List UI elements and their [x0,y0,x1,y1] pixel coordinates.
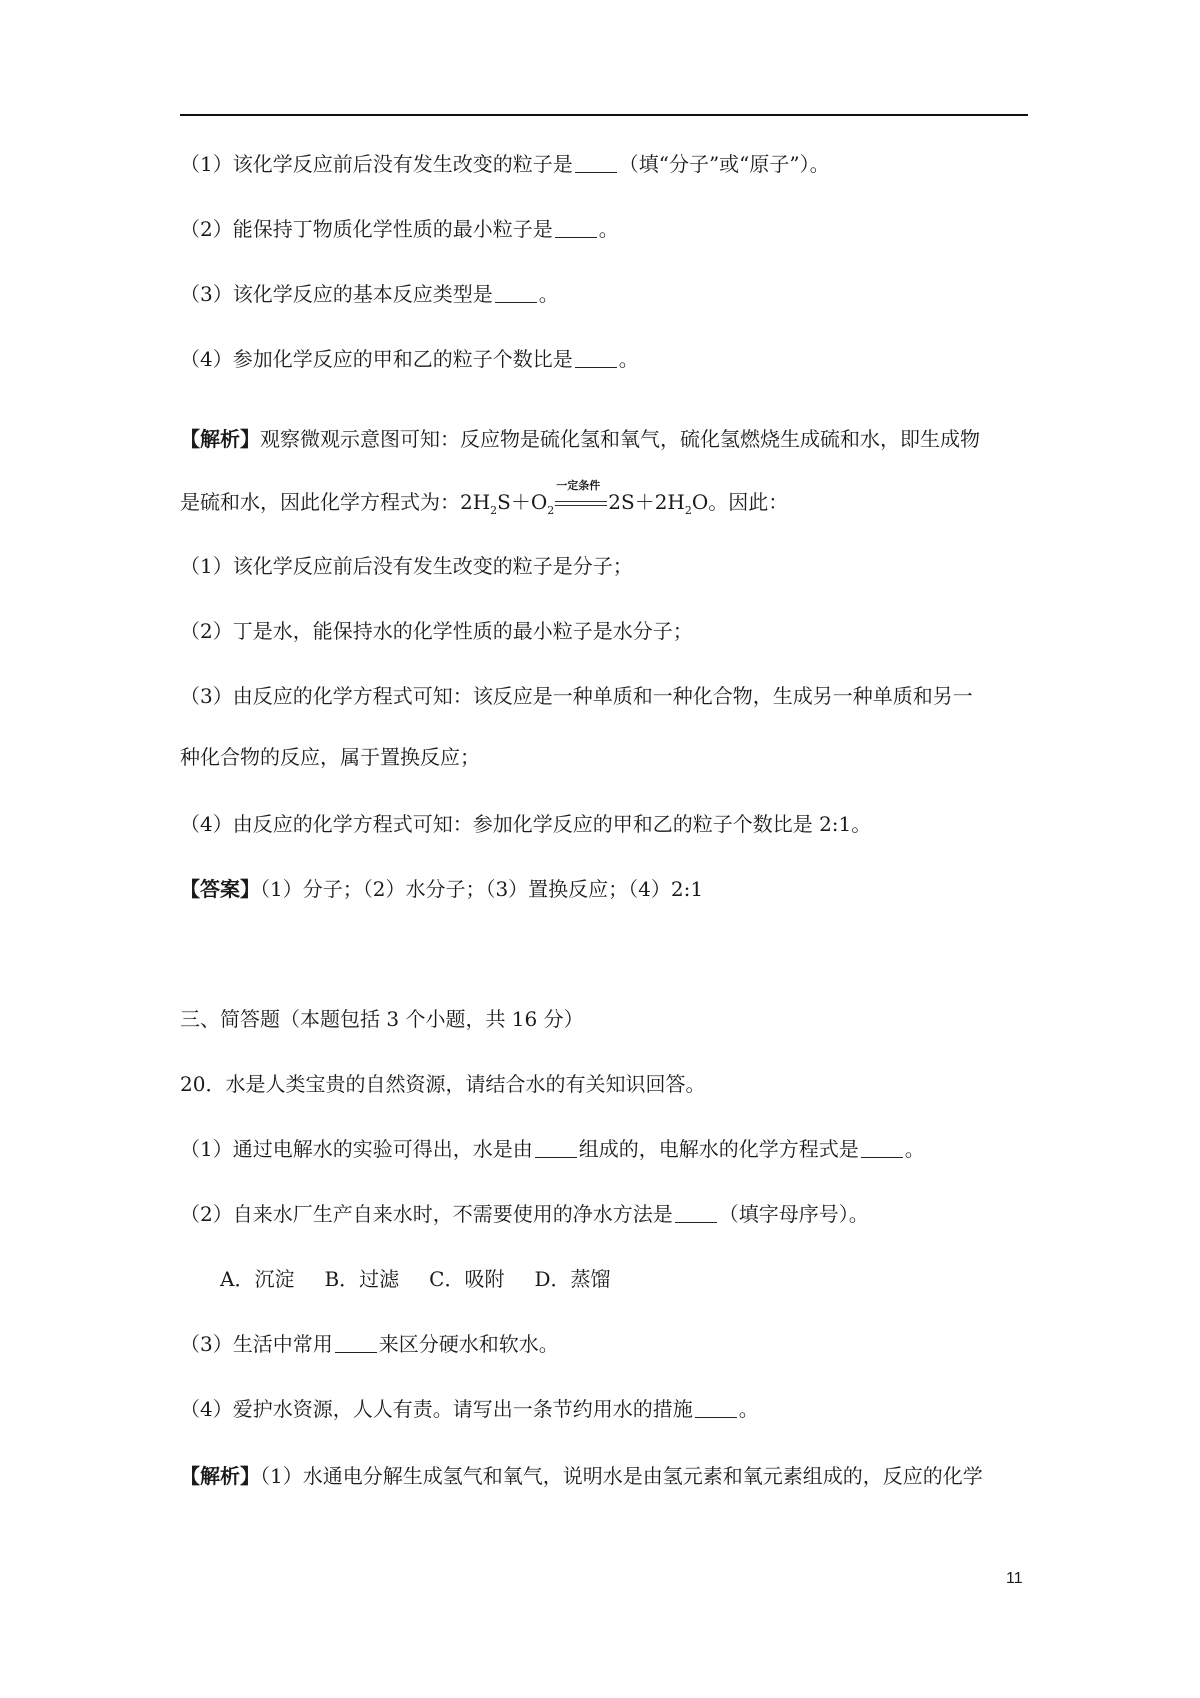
question-text: 来区分硬水和软水。 [378,1332,559,1356]
question-20-stem: 20．水是人类宝贵的自然资源，请结合水的有关知识回答。 [180,1072,706,1096]
question-text: 。 [598,217,619,241]
equals-sign [555,501,607,506]
answer-blank[interactable] [575,154,617,173]
analysis-text: 观察微观示意图可知：反应物是硫化氢和氧气，硫化氢燃烧生成硫和水，即生成物 [260,427,980,451]
analysis-answer-3: （3）由反应的化学方程式可知：该反应是一种单质和一种化合物，生成另一种单质和另一 [180,684,973,708]
question-text: （2）能保持丁物质化学性质的最小粒子是 [180,217,553,241]
subscript: 2 [547,504,555,517]
option-b[interactable]: B．过滤 [324,1267,400,1291]
answer-blank[interactable] [861,1139,903,1158]
question-20-part-2 [180,1200,869,1228]
question-text: 。 [538,282,559,306]
question-1 [180,150,830,178]
analysis-text: （1）水通电分解生成氢气和氧气，说明水是由氢元素和氧元素组成的，反应的化学 [260,1464,983,1488]
answer-text: （1）分子；（2）水分子；（3）置换反应；（4）2:1 [260,877,704,901]
reaction-arrow [554,479,608,516]
subscript: 2 [490,504,498,517]
question-4 [180,345,639,373]
question-text: （4）爱护水资源，人人有责。请写出一条节约用水的措施 [180,1397,693,1421]
analysis-text: 是硫和水，因此化学方程式为：2H [180,490,491,514]
page-number: 11 [1006,1570,1023,1587]
question-text: （填字母序号）。 [718,1202,869,1226]
answer-blank[interactable] [695,1399,737,1418]
question-text: （填“分子”或“原子”）。 [618,152,830,176]
analysis-answer-1: （1）该化学反应前后没有发生改变的粒子是分子； [180,554,633,578]
question-2 [180,215,619,243]
option-d[interactable]: D．蒸馏 [534,1267,611,1291]
header-rule [180,114,1028,116]
options-row [220,1265,641,1293]
analysis-line-1 [180,425,980,453]
analysis-answer-3-cont: 种化合物的反应，属于置换反应； [180,745,480,769]
question-text: （1）通过电解水的实验可得出，水是由 [180,1137,533,1161]
question-20-part-3 [180,1330,559,1358]
analysis-answer-2: （2）丁是水，能保持水的化学性质的最小粒子是水分子； [180,619,693,643]
answer-blank[interactable] [335,1334,377,1353]
analysis-answer-4: （4）由反应的化学方程式可知：参加化学反应的甲和乙的粒子个数比是 2:1。 [180,812,872,836]
question-text: 组成的，电解水的化学方程式是 [578,1137,859,1161]
analysis-tag: 【解析】 [180,427,260,451]
question-text: （3）该化学反应的基本反应类型是 [180,282,493,306]
answer-tag: 【答案】 [180,877,260,901]
question-text: （4）参加化学反应的甲和乙的粒子个数比是 [180,347,573,371]
formula-text: S＋O [497,490,548,514]
question-text: （1）该化学反应前后没有发生改变的粒子是 [180,152,573,176]
reaction-condition: 一定条件 [556,479,601,492]
answer-blank[interactable] [575,349,617,368]
analysis-text: O。因此： [691,490,789,514]
answer-blank[interactable] [675,1204,717,1223]
answer-blank[interactable] [495,284,537,303]
option-a[interactable]: A．沉淀 [220,1267,295,1291]
question-text: （2）自来水厂生产自来水时，不需要使用的净水方法是 [180,1202,673,1226]
analysis-2-line [180,1462,983,1490]
formula-text: 2S＋2H [608,490,685,514]
question-20-part-4 [180,1395,759,1423]
question-text: （3）生活中常用 [180,1332,333,1356]
question-3 [180,280,559,308]
answer-blank[interactable] [535,1139,577,1158]
analysis-line-2 [180,479,789,525]
question-text: 。 [618,347,639,371]
section-title: 三、简答题（本题包括 3 个小题，共 16 分） [180,1007,584,1031]
question-text: 。 [904,1137,925,1161]
option-c[interactable]: C．吸附 [429,1267,505,1291]
answer-blank[interactable] [555,219,597,238]
subscript: 2 [684,504,692,517]
answer-line [180,875,703,903]
analysis-tag: 【解析】 [180,1464,260,1488]
question-20-part-1 [180,1135,925,1163]
question-text: 。 [738,1397,759,1421]
